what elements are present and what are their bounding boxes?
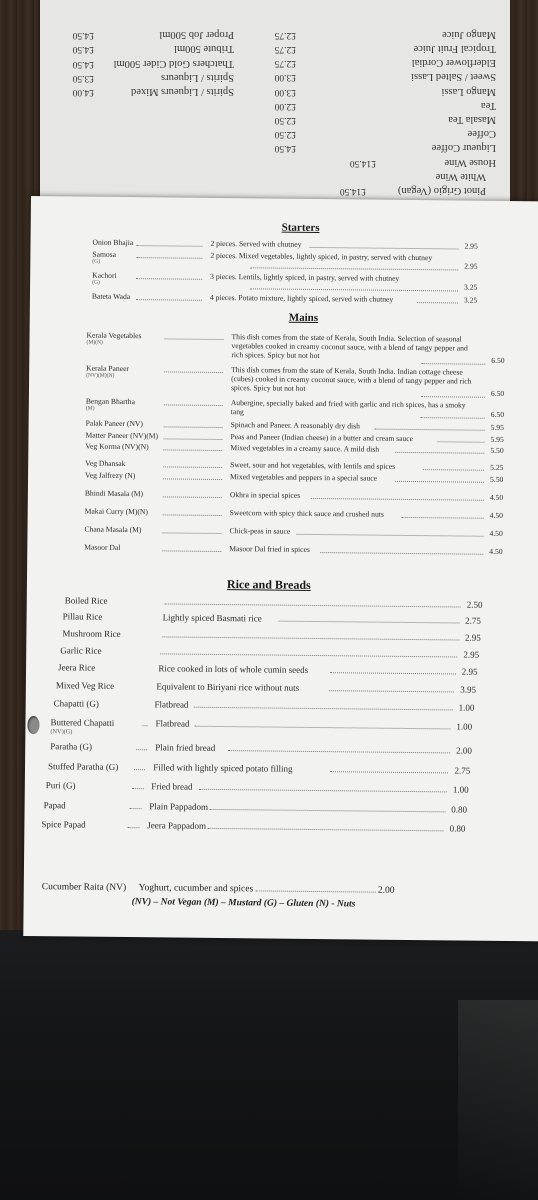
dietary-legend: (NV) – Not Vegan (M) – Mustard (G) – Gluten (N) - Nuts (131, 897, 356, 910)
drink-row (56, 127, 496, 139)
leader-dots (330, 765, 449, 773)
raita-row (42, 882, 395, 896)
raita-price: 2.00 (377, 885, 395, 896)
leader-dots (417, 296, 458, 303)
mains-item-desc: Aubergine, specially baked and fried with garlic and rich spices, has a smoky tang (230, 398, 466, 417)
drink-price: £4.00 (72, 87, 94, 97)
rice-item-price: 0.80 (449, 823, 466, 834)
rice-item-price: 1.00 (452, 784, 469, 795)
rice-item-name: Stuffed Paratha (G) (47, 761, 119, 772)
rice-item-tag: (NV)(G) (50, 728, 73, 736)
mains-item-desc: Mixed vegetables in a creamy sauce. A mild dish (230, 443, 380, 454)
mains-item-name: Kerala Paneer (86, 363, 130, 374)
rice-item-price: 2.95 (464, 632, 481, 643)
leader-dots (163, 443, 222, 451)
drink-name: Proper Job 500ml (159, 29, 234, 41)
drink-price: £3.00 (274, 72, 296, 83)
drink-name: House Wine (444, 156, 496, 168)
drink-row-right (54, 71, 234, 83)
starters-item-tag: (G) (92, 279, 100, 286)
starters-item-desc: 2 pieces. Mixed vegetables, lightly spiced, in pastry, served with chutney (210, 250, 433, 263)
drink-name: Tropical Fruit Juice (413, 43, 496, 54)
drink-price: £3.00 (274, 86, 296, 97)
mains-row (85, 489, 510, 503)
mains-row (86, 364, 511, 400)
starters-item-tag: (G) (92, 258, 101, 265)
starters-item-price: 3.25 (464, 282, 478, 292)
mains-item-name: Bengan Bhartha (85, 396, 136, 407)
rice-item-price: 3.95 (460, 684, 477, 695)
drink-price: £2.50 (274, 115, 296, 125)
rice-item-price: 2.95 (461, 666, 478, 677)
starters-item-price: 3.25 (463, 295, 478, 305)
drink-name: White Wine (435, 170, 486, 182)
leader-dots (401, 511, 484, 519)
leader-dots (136, 251, 202, 259)
leader-dots (162, 526, 221, 534)
leader-dots (134, 763, 145, 770)
starters-row (92, 250, 484, 274)
rice-item-name: Boiled Rice (64, 595, 108, 606)
drink-row (56, 141, 496, 153)
drink-name: Elderflower Cordial (411, 57, 496, 69)
mains-row (84, 525, 509, 539)
leader-dots (421, 390, 485, 398)
drink-name: Thatchers Gold Cider 500ml (113, 57, 234, 69)
rice-item-name: Garlic Rice (60, 645, 102, 656)
leader-dots (136, 293, 202, 301)
drink-price: £2.50 (274, 129, 296, 140)
drink-price: £14.50 (339, 186, 366, 196)
mains-row (86, 397, 511, 421)
mains-item-price: 6.50 (491, 355, 505, 365)
mains-item-price: 4.50 (489, 546, 503, 556)
drink-price: £4.50 (72, 58, 94, 69)
mains-item-name: Chana Masala (M) (84, 524, 142, 535)
mains-item-desc: This dish comes from the state of Kerala, South India. Selection of seasonal vegetables cooked in creamy coconut sauce, with a blend of tangy pepper and rich spices. Spicy but not hot (231, 332, 468, 361)
rice-item-desc: Filled with lightly spiced potato filling (153, 762, 293, 774)
rice-item-desc: Fried bread (151, 781, 193, 792)
rice-item-price: 1.00 (458, 702, 475, 713)
leader-dots (163, 432, 222, 440)
starters-item-name: Kachori (92, 270, 117, 280)
leader-dots (421, 411, 485, 419)
starters-item-name: Samosa (92, 249, 117, 259)
mains-item-desc: Spinach and Paneer. A reasonably dry dish (230, 420, 360, 431)
leader-dots (136, 272, 202, 280)
drink-row (46, 170, 486, 182)
drink-price: £14.50 (349, 157, 376, 168)
mains-item-price: 6.50 (490, 388, 505, 398)
drink-row-right (54, 28, 234, 40)
starters-item-name: Bateta Wada (91, 291, 131, 302)
drink-price: £2.75 (274, 29, 296, 40)
rice-item-name: Mixed Veg Rice (55, 680, 115, 691)
drink-name: Tribute 500ml (174, 43, 234, 55)
rice-item-price: 2.75 (454, 765, 471, 776)
mains-item-price: 5.95 (490, 422, 504, 432)
drink-row (46, 184, 486, 196)
starters-row (92, 271, 484, 295)
rice-item-name: Pillau Rice (62, 611, 103, 622)
rice-row (62, 628, 485, 644)
leader-dots (127, 821, 139, 828)
rice-row (41, 819, 469, 835)
drink-row (56, 156, 496, 168)
drinks-menu-sheet (40, 0, 510, 220)
rice-item-price: 2.50 (466, 599, 483, 610)
raita-desc: Yoghurt, cucumber and spices (138, 883, 254, 895)
leader-dots (421, 357, 485, 365)
drinks-list (54, 0, 496, 196)
mains-item-tag: (NV)(M)(N) (86, 372, 115, 379)
mains-item-name: Masoor Dal (84, 542, 121, 552)
drink-name: Liqueur Coffee (431, 142, 496, 154)
leader-dots (165, 597, 461, 607)
rice-item-price: 2.00 (456, 745, 472, 756)
rice-item-name: Puri (G) (45, 780, 76, 791)
mains-item-desc: Mixed vegetables and peppers in a special sauce (230, 472, 378, 483)
leader-dots (132, 782, 144, 789)
rice-row (58, 662, 482, 678)
mains-item-desc: Chick-peas in sauce (229, 526, 291, 536)
rice-row (60, 645, 483, 661)
leader-dots (130, 802, 142, 809)
leader-dots (395, 446, 485, 454)
leader-dots (437, 435, 485, 442)
drink-name: Pinot Grigio (Vegan) (397, 185, 486, 196)
rice-row (46, 780, 473, 796)
mains-item-name: Veg Korma (NV)(N) (85, 441, 149, 452)
drink-row (56, 99, 496, 111)
mains-item-name: Makai Curry (M)(N) (84, 506, 149, 517)
drink-row-right (54, 57, 234, 69)
mains-row (85, 471, 510, 485)
leader-dots (164, 420, 223, 428)
rice-item-price: 2.75 (465, 615, 481, 626)
drink-price: £4.50 (72, 30, 94, 41)
mains-row (86, 331, 511, 367)
starters-item-desc: 4 pieces. Potato mixture, lightly spiced, served with chutney (209, 292, 394, 304)
leader-dots (162, 630, 459, 640)
drink-row-right (54, 85, 234, 97)
mains-item-tag: (M)(N) (86, 339, 103, 346)
rice-item-name: Papad (43, 800, 66, 811)
leader-dots (328, 684, 454, 692)
drink-row-right (54, 42, 234, 54)
mains-item-name: Bhindi Masala (M) (84, 488, 144, 499)
mains-item-name: Veg Jalfrezy (N) (85, 470, 136, 481)
mains-item-price: 4.50 (489, 510, 504, 520)
mains-item-price: 5.50 (490, 445, 504, 455)
mains-item-desc: Sweet, sour and hot vegetables, with lentils and spices (230, 460, 396, 471)
leader-dots (163, 472, 222, 480)
rice-item-name: Jeera Rice (58, 662, 96, 673)
drink-name: Masala Tea (448, 114, 496, 125)
rice-row (50, 717, 476, 743)
drink-price: £4.50 (72, 44, 94, 55)
mains-item-price: 6.50 (490, 409, 505, 419)
rice-row (44, 800, 472, 816)
rice-row (54, 698, 479, 714)
leader-dots (164, 398, 223, 406)
rice-row (56, 680, 480, 696)
drink-name: Spirits / Liqueurs Mixed (131, 86, 234, 97)
mains-item-desc: Masoor Dal fried in spices (229, 544, 310, 554)
drink-name: Mango Juice (442, 28, 496, 40)
starters-item-desc: 2 pieces. Served with chutney (210, 238, 302, 249)
rice-row (50, 741, 476, 757)
starters-item-price: 2.95 (464, 241, 478, 251)
rice-item-desc: Flatbread (154, 699, 189, 710)
leader-dots (250, 261, 458, 270)
mains-item-name: Kerala Vegetables (86, 330, 142, 341)
mains-item-desc: This dish comes from the state of Kerala, South India. Indian cottage cheese (cubes) cooked in creamy coconut sauce, with a blend of tangy pepper and rich spices. Spicy but not hot (230, 365, 472, 394)
food-menu-sheet (23, 196, 538, 941)
rice-item-name: Chapatti (G) (53, 698, 99, 709)
drink-name: Tea (480, 99, 496, 111)
starters-item-price: 2.95 (464, 261, 478, 271)
mains-item-desc: Peas and Paneer (Indian cheese) in a butter and cream sauce (230, 432, 414, 444)
rice-item-name: Spice Papad (41, 819, 86, 830)
rice-item-price: 2.95 (463, 649, 480, 660)
mains-row (84, 543, 509, 557)
rice-breads-title: Rice and Breads (226, 577, 311, 592)
mains-item-name: Matter Paneer (NV)(M) (85, 430, 159, 441)
mains-item-price: 5.95 (490, 434, 504, 444)
rice-item-desc: Flatbread (155, 718, 190, 729)
drink-price: £2.75 (274, 44, 296, 54)
mains-row (85, 507, 510, 521)
leader-dots (165, 332, 224, 340)
mains-item-desc: Sweetcorn with spicy thick sauce and crushed nuts (229, 508, 384, 519)
drink-price: £2.75 (274, 58, 296, 69)
leader-dots (163, 490, 222, 498)
rice-item-name: Mushroom Rice (62, 628, 121, 639)
mains-item-tag: (M) (85, 405, 95, 412)
rice-row (63, 611, 486, 627)
rice-item-price: 0.80 (451, 804, 468, 815)
mains-item-price: 4.50 (489, 528, 503, 538)
leader-dots (136, 743, 147, 750)
leader-dots (163, 508, 222, 516)
rice-item-price: 1.00 (456, 721, 473, 732)
drink-price: £4.50 (274, 143, 296, 154)
leader-dots (374, 423, 485, 431)
rice-item-desc: Equivalent to Biriyani rice without nuts (156, 681, 300, 693)
rice-item-name: Buttered Chapatti (50, 717, 115, 728)
mains-item-name: Veg Dhansak (85, 458, 126, 469)
drink-name: Coffee (467, 128, 496, 140)
starters-item-desc: 3 pieces. Lentils, lightly spiced, in pastry, served with chutney (210, 271, 400, 283)
rice-item-desc: Plain Pappadom (149, 801, 209, 812)
drink-name: Sweet / Salted Lassi (411, 71, 496, 83)
rice-item-name: Paratha (G) (50, 741, 93, 752)
mains-item-price: 4.50 (489, 492, 504, 502)
raita-name: Cucumber Raita (NV) (41, 882, 127, 894)
leader-dots (330, 666, 455, 674)
mains-item-price: 5.50 (490, 474, 504, 484)
leader-dots (136, 239, 202, 247)
mains-item-desc: Okhra in special spices (229, 490, 301, 500)
leader-dots (164, 365, 223, 373)
drink-price: £3.50 (72, 72, 94, 83)
leader-dots (250, 282, 458, 291)
leader-dots (395, 475, 485, 483)
rice-item-desc: Jeera Pappadom (147, 820, 207, 831)
mains-item-name: Palak Paneer (NV) (85, 418, 144, 429)
rice-row (48, 761, 475, 777)
leader-dots (163, 460, 222, 468)
leader-dots (162, 544, 221, 552)
drink-name: Spirits / Liqueurs (161, 71, 234, 83)
rice-row (65, 595, 487, 611)
leader-dots (423, 463, 485, 471)
food-menu-content (23, 196, 538, 941)
drink-name: Mango Lassi (441, 85, 496, 97)
starters-item-name: Onion Bhajia (92, 237, 134, 248)
rice-item-desc: Plain fried bread (155, 742, 216, 753)
mains-item-price: 5.25 (490, 462, 504, 472)
leader-dots (160, 647, 457, 657)
leader-dots (142, 719, 147, 726)
drink-row (56, 113, 496, 125)
mains-title: Mains (288, 311, 319, 325)
rice-item-desc: Rice cooked in lots of whole cumin seeds (158, 663, 309, 675)
rice-item-desc: Lightly spiced Basmati rice (162, 612, 262, 624)
cloth-fold (458, 1000, 538, 1200)
drink-price: £2.00 (274, 100, 296, 111)
starters-title: Starters (281, 221, 320, 235)
